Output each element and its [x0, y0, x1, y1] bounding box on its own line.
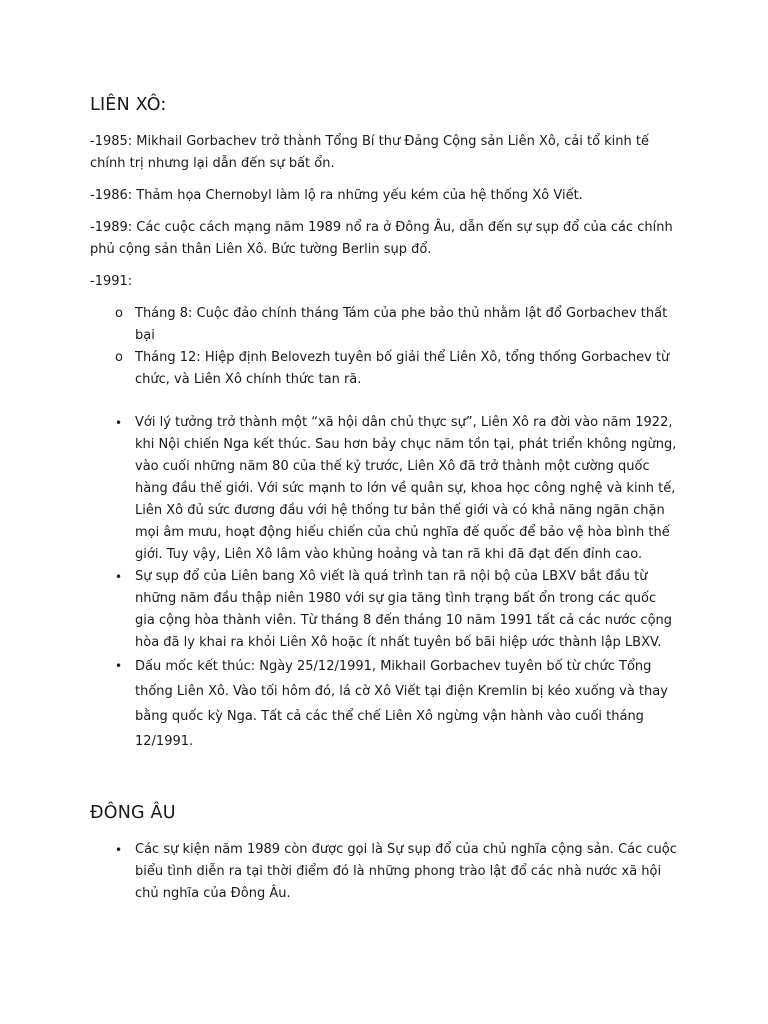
bullet-list-dong-au [115, 839, 680, 905]
circle-bullet-icon: o [115, 306, 123, 321]
list-item-text: Tháng 12: Hiệp định Belovezh tuyên bố giải thể Liên Xô, tổng thống Gorbachev từ chức, và Liên Xô chính thức tan rã. [135, 350, 670, 387]
section-heading-dong-au: ĐÔNG ÂU [90, 803, 176, 823]
list-item [115, 347, 675, 391]
section-heading-lien-xo: LIÊN XÔ: [90, 95, 167, 115]
paragraph-1985: -1985: Mikhail Gorbachev trở thành Tổng Bí thư Đảng Cộng sản Liên Xô, cải tổ kinh tế chính trị nhưng lại dẫn đến sự bất ổn. [90, 134, 649, 171]
list-item-text: Sự sụp đổ của Liên bang Xô viết là quá trình tan rã nội bộ của LBXV bắt đầu từ những năm đầu thập niên 1980 với sự gia tăng tình trạng bất ổn trong các quốc gia cộng hòa thành viên. Từ tháng 8 đến tháng 10 năm 1991 tất cả các nước cộng hòa đã ly khai ra khỏi Liên Xô hoặc ít nhất tuyên bố bãi hiệp ước thành lập LBXV. [135, 569, 673, 650]
list-item-text: Với lý tưởng trở thành một “xã hội dân chủ thực sự”, Liên Xô ra đời vào năm 1922, khi Nội chiến Nga kết thúc. Sau hơn bảy chục năm tồn tại, phát triển không ngừng, vào cuối những năm 80 của thế kỷ trước, Liên Xô đã trở thành một cường quốc hàng đầu thế giới. Với sức mạnh to lớn về quân sự, khoa học công nghệ và kinh tế, Liên Xô đủ sức đương đầu với hệ thống tư bản thế giới và có khả năng ngăn chặn mọi âm mưu, hoạt động hiếu chiến của chủ nghĩa đế quốc để bảo vệ hòa bình thế giới. Tuy vậy, Liên Xô lâm vào khủng hoảng và tan rã khi đã đạt đến đỉnh cao. [135, 415, 677, 562]
bullet-icon: • [115, 416, 123, 430]
bullet-icon: • [115, 570, 123, 584]
list-item-text: Tháng 8: Cuộc đảo chính tháng Tám của phe bảo thủ nhằm lật đổ Gorbachev thất bại [135, 306, 668, 343]
paragraph-1986: -1986: Thảm họa Chernobyl làm lộ ra những yếu kém của hệ thống Xô Viết. [90, 188, 583, 203]
bullet-icon: • [115, 843, 123, 857]
list-item [115, 303, 675, 347]
paragraph-1991: -1991: [90, 274, 133, 289]
list-item [115, 654, 680, 754]
circle-bullet-icon: o [115, 350, 123, 365]
bullet-list-lien-xo [115, 412, 680, 754]
list-item [115, 566, 680, 654]
list-item [115, 412, 680, 566]
paragraph-1989: -1989: Các cuộc cách mạng năm 1989 nổ ra ở Đông Âu, dẫn đến sự sụp đổ của các chính phủ cộng sản thân Liên Xô. Bức tường Berlin sụp đổ. [90, 220, 673, 257]
bullet-icon: • [115, 659, 123, 673]
list-item-text: Dấu mốc kết thúc: Ngày 25/12/1991, Mikhail Gorbachev tuyên bố từ chức Tổng thống Liên Xô. Vào tối hôm đó, lá cờ Xô Viết tại điện Kremlin bị kéo xuống và thay bằng quốc kỳ Nga. Tất cả các thể chế Liên Xô ngừng vận hành vào cuối tháng 12/1991. [135, 659, 668, 749]
sub-list-1991 [115, 303, 675, 391]
list-item-text: Các sự kiện năm 1989 còn được gọi là Sự sụp đổ của chủ nghĩa cộng sản. Các cuộc biểu tình diễn ra tại thời điểm đó là những phong trào lật đổ các nhà nước xã hội chủ nghĩa của Đông Âu. [135, 842, 677, 901]
list-item [115, 839, 680, 905]
